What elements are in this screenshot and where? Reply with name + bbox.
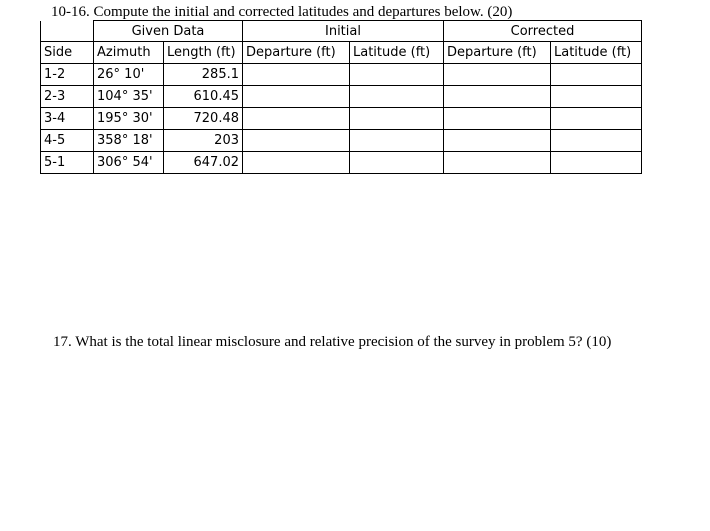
side-column-header: Side xyxy=(41,42,94,64)
initial-latitude-cell[interactable] xyxy=(350,64,444,86)
azimuth-cell: 195° 30' xyxy=(94,108,164,130)
group-header-row xyxy=(41,21,642,42)
table-row xyxy=(41,86,642,108)
length-column-header: Length (ft) xyxy=(164,42,243,64)
corrected-latitude-column-header: Latitude (ft) xyxy=(551,42,642,64)
corrected-latitude-cell[interactable] xyxy=(551,108,642,130)
problem-17-question: 17. What is the total linear misclosure and relative precision of the survey in problem 5? (10) xyxy=(53,334,612,350)
side-cell: 3-4 xyxy=(41,108,94,130)
column-header-row xyxy=(41,42,642,64)
table-row xyxy=(41,108,642,130)
initial-departure-cell[interactable] xyxy=(243,64,350,86)
initial-departure-column-header: Departure (ft) xyxy=(243,42,350,64)
traverse-table xyxy=(40,20,642,174)
corrected-departure-cell[interactable] xyxy=(444,152,551,174)
initial-latitude-cell[interactable] xyxy=(350,130,444,152)
side-cell: 5-1 xyxy=(41,152,94,174)
length-cell: 285.1 xyxy=(164,64,243,86)
azimuth-cell: 26° 10' xyxy=(94,64,164,86)
table-row xyxy=(41,64,642,86)
corrected-latitude-cell[interactable] xyxy=(551,130,642,152)
corrected-latitude-cell[interactable] xyxy=(551,64,642,86)
corrected-departure-cell[interactable] xyxy=(444,130,551,152)
azimuth-cell: 306° 54' xyxy=(94,152,164,174)
table-row xyxy=(41,152,642,174)
azimuth-cell: 104° 35' xyxy=(94,86,164,108)
corrected-header: Corrected xyxy=(444,21,642,42)
azimuth-cell: 358° 18' xyxy=(94,130,164,152)
corrected-latitude-cell[interactable] xyxy=(551,86,642,108)
initial-header: Initial xyxy=(243,21,444,42)
side-cell: 1-2 xyxy=(41,64,94,86)
side-group-header xyxy=(41,21,94,42)
azimuth-column-header: Azimuth xyxy=(94,42,164,64)
corrected-departure-cell[interactable] xyxy=(444,64,551,86)
corrected-departure-cell[interactable] xyxy=(444,86,551,108)
problem-16-heading: 10-16. Compute the initial and corrected latitudes and departures below. (20) xyxy=(51,4,513,20)
initial-latitude-cell[interactable] xyxy=(350,108,444,130)
length-cell: 610.45 xyxy=(164,86,243,108)
length-cell: 720.48 xyxy=(164,108,243,130)
side-cell: 4-5 xyxy=(41,130,94,152)
initial-latitude-column-header: Latitude (ft) xyxy=(350,42,444,64)
initial-departure-cell[interactable] xyxy=(243,108,350,130)
corrected-latitude-cell[interactable] xyxy=(551,152,642,174)
length-cell: 647.02 xyxy=(164,152,243,174)
initial-departure-cell[interactable] xyxy=(243,86,350,108)
initial-latitude-cell[interactable] xyxy=(350,86,444,108)
length-cell: 203 xyxy=(164,130,243,152)
corrected-departure-cell[interactable] xyxy=(444,108,551,130)
given-data-header: Given Data xyxy=(94,21,243,42)
side-cell: 2-3 xyxy=(41,86,94,108)
table-row xyxy=(41,130,642,152)
corrected-departure-column-header: Departure (ft) xyxy=(444,42,551,64)
initial-departure-cell[interactable] xyxy=(243,152,350,174)
initial-latitude-cell[interactable] xyxy=(350,152,444,174)
initial-departure-cell[interactable] xyxy=(243,130,350,152)
